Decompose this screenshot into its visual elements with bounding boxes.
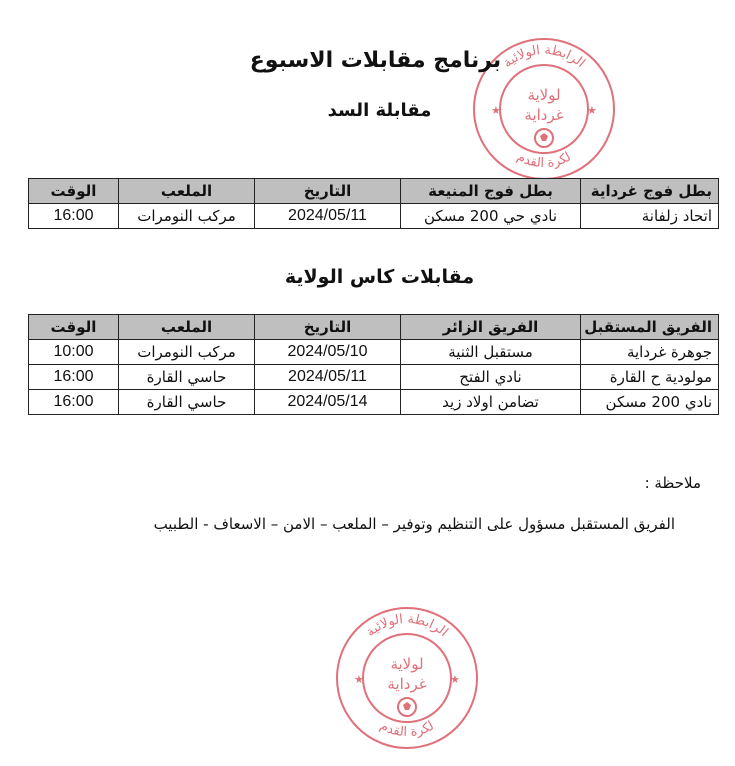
table-row [29,340,719,365]
team-cell: نادي حي 200 مسكن [401,204,581,229]
home-team-cell: جوهرة غرداية [581,340,719,365]
away-team-cell: تضامن اولاد زيد [401,390,581,415]
svg-text:الرابطة الولائية: الرابطة الولائية [363,611,451,641]
page-title: برنامج مقابلات الاسبوع [249,48,502,73]
time-cell: 10:00 [29,340,119,365]
stadium-cell: حاسي القارة [119,390,255,415]
table-header-row [29,315,719,340]
svg-text:لكرة القدم: لكرة القدم [377,718,437,741]
league-stamp-bottom [332,603,482,753]
stadium-cell: مركب النومرات [119,204,255,229]
svg-text:★: ★ [354,673,364,686]
column-header: بطل فوج غرداية [581,179,719,204]
svg-text:★: ★ [491,104,501,117]
team-cell: اتحاد زلفانة [581,204,719,229]
stadium-cell: حاسي القارة [119,365,255,390]
away-team-cell: نادي الفتح [401,365,581,390]
svg-text:لولاية: لولاية [390,655,424,673]
svg-text:غرداية: غرداية [387,675,427,693]
time-cell: 16:00 [29,365,119,390]
super-match-table [28,178,719,229]
svg-text:غرداية: غرداية [524,106,564,124]
section-title-super: مقابلة السد [327,100,432,121]
svg-text:★: ★ [587,104,597,117]
time-cell: 16:00 [29,390,119,415]
column-header: التاريخ [255,179,401,204]
column-header: الملعب [119,179,255,204]
time-cell: 16:00 [29,204,119,229]
column-header: التاريخ [255,315,401,340]
column-header: الوقت [29,315,119,340]
date-cell: 2024/05/11 [255,204,401,229]
table-header-row [29,179,719,204]
svg-text:لكرة القدم: لكرة القدم [514,149,574,172]
svg-text:★: ★ [450,673,460,686]
away-team-cell: مستقبل الثنية [401,340,581,365]
home-team-cell: نادي 200 مسكن [581,390,719,415]
column-header: الوقت [29,179,119,204]
table-row [29,204,719,229]
column-header: الملعب [119,315,255,340]
svg-text:لولاية: لولاية [527,86,561,104]
cup-match-table [28,314,719,415]
date-cell: 2024/05/10 [255,340,401,365]
column-header: بطل فوج المنيعة [401,179,581,204]
column-header: الفريق الزائر [401,315,581,340]
svg-text:الرابطة الولائية: الرابطة الولائية [500,42,588,72]
date-cell: 2024/05/11 [255,365,401,390]
soccer-ball-icon [398,698,416,716]
home-team-cell: مولودية ح القارة [581,365,719,390]
stadium-cell: مركب النومرات [119,340,255,365]
date-cell: 2024/05/14 [255,390,401,415]
table-row [29,365,719,390]
note-label: ملاحظة : [644,474,701,492]
column-header: الفريق المستقبل [581,315,719,340]
section-title-cup: مقابلات كاس الولاية [284,266,475,288]
table-row [29,390,719,415]
soccer-ball-icon [535,129,553,147]
note-text: الفريق المستقبل مسؤول على التنظيم وتوفير – الملعب – الامن – الاسعاف - الطبيب [153,515,675,533]
